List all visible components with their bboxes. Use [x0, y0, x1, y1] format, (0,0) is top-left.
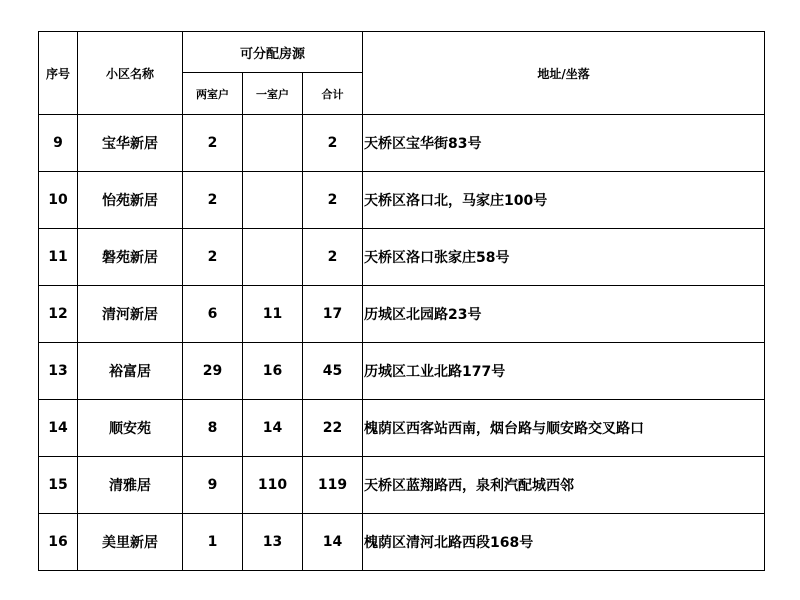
cell-address: 历城区北园路23号: [363, 286, 765, 343]
cell-name: 清雅居: [78, 457, 183, 514]
cell-no: 11: [39, 229, 78, 286]
cell-total: 17: [303, 286, 363, 343]
cell-two-room: 2: [183, 172, 243, 229]
cell-name: 美里新居: [78, 514, 183, 571]
cell-total: 2: [303, 229, 363, 286]
header-address: 地址/坐落: [363, 32, 765, 115]
cell-two-room: 2: [183, 115, 243, 172]
cell-no: 15: [39, 457, 78, 514]
table-row: [39, 115, 765, 172]
header-name: 小区名称: [78, 32, 183, 115]
table-row: [39, 172, 765, 229]
cell-one-room: 110: [243, 457, 303, 514]
cell-two-room: 29: [183, 343, 243, 400]
cell-no: 9: [39, 115, 78, 172]
cell-two-room: 6: [183, 286, 243, 343]
cell-one-room: 16: [243, 343, 303, 400]
cell-no: 14: [39, 400, 78, 457]
cell-two-room: 9: [183, 457, 243, 514]
cell-two-room: 1: [183, 514, 243, 571]
cell-total: 45: [303, 343, 363, 400]
header-one-room: 一室户: [243, 73, 303, 115]
cell-address: 历城区工业北路177号: [363, 343, 765, 400]
cell-one-room: [243, 115, 303, 172]
cell-no: 12: [39, 286, 78, 343]
header-no: 序号: [39, 32, 78, 115]
table-row: [39, 286, 765, 343]
table-row: [39, 514, 765, 571]
header-row-top: [39, 32, 765, 73]
cell-address: 天桥区洛口张家庄58号: [363, 229, 765, 286]
cell-no: 10: [39, 172, 78, 229]
cell-one-room: [243, 229, 303, 286]
housing-allocation-table: [38, 31, 765, 571]
table-row: [39, 457, 765, 514]
header-two-room: 两室户: [183, 73, 243, 115]
table-row: [39, 343, 765, 400]
cell-name: 磐苑新居: [78, 229, 183, 286]
cell-name: 裕富居: [78, 343, 183, 400]
cell-name: 宝华新居: [78, 115, 183, 172]
cell-total: 119: [303, 457, 363, 514]
cell-one-room: [243, 172, 303, 229]
cell-address: 天桥区洛口北，马家庄100号: [363, 172, 765, 229]
cell-no: 13: [39, 343, 78, 400]
cell-name: 顺安苑: [78, 400, 183, 457]
cell-name: 怡苑新居: [78, 172, 183, 229]
cell-total: 2: [303, 172, 363, 229]
table-row: [39, 400, 765, 457]
cell-name: 清河新居: [78, 286, 183, 343]
cell-one-room: 11: [243, 286, 303, 343]
cell-two-room: 2: [183, 229, 243, 286]
cell-total: 2: [303, 115, 363, 172]
cell-one-room: 13: [243, 514, 303, 571]
cell-address: 天桥区蓝翔路西，泉利汽配城西邻: [363, 457, 765, 514]
cell-two-room: 8: [183, 400, 243, 457]
cell-total: 14: [303, 514, 363, 571]
cell-no: 16: [39, 514, 78, 571]
cell-address: 槐荫区西客站西南，烟台路与顺安路交叉路口: [363, 400, 765, 457]
table-row: [39, 229, 765, 286]
cell-one-room: 14: [243, 400, 303, 457]
header-total: 合计: [303, 73, 363, 115]
cell-total: 22: [303, 400, 363, 457]
cell-address: 天桥区宝华街83号: [363, 115, 765, 172]
cell-address: 槐荫区清河北路西段168号: [363, 514, 765, 571]
header-available-housing: 可分配房源: [183, 32, 363, 73]
